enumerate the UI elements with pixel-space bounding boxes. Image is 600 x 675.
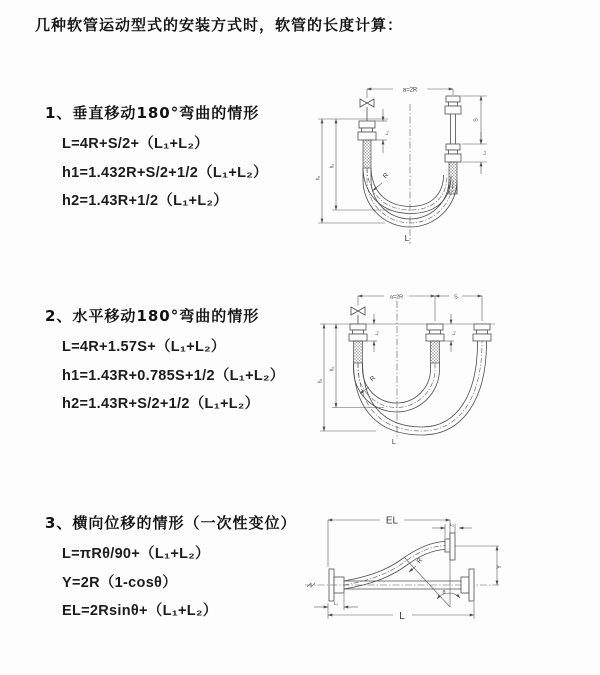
stroke-label: S [454,294,458,301]
diagram-lateral-displacement [300,495,600,655]
dim-fitting-left [375,109,389,153]
dim-fitting-middle [443,314,456,352]
formula-1-h2: h2=1.43R+1/2（L₁+L₂） [62,193,229,209]
formula-3-y: Y=2R（1-cosθ） [62,574,177,591]
dim-fitting-left [314,594,358,610]
formula-3-length: L=πRθ/90+（L₁+L₂） [62,546,210,562]
fitting-left-label: L₁ [374,330,379,336]
diagram-vertical-movement [310,76,600,266]
formula-2-length: L=4R+1.57S+（L₁+L₂） [62,339,226,355]
length-label: L [399,611,405,622]
fitting-right-label: L₂ [451,330,456,336]
right-pipe-fitting [473,324,491,341]
section-horizontal-movement [45,305,285,419]
formula-2-h1: h1=1.43R+0.785S+1/2（L₁+L₂） [62,367,285,384]
valve-icon [360,99,374,121]
span-label: a=2R [402,87,418,94]
span-label: a=2R [389,294,404,301]
dim-fitting-left [366,314,379,352]
height1-label: h₁ [317,378,324,384]
dim-effective-length [328,516,450,608]
fitting-right-label: L₂ [449,522,455,527]
middle-pipe-fitting [426,324,444,363]
fitting-left-label: L₁ [333,601,339,606]
section-2-heading: 2、水平移动180°弯曲的情形 [45,307,260,325]
length-label: L [404,233,410,243]
left-pipe-fitting [358,121,376,168]
fitting-right-label: L₂ [481,150,487,156]
section-3-heading: 3、横向位移的情形（一次性变位） [45,514,297,532]
section-lateral-displacement [45,512,296,626]
effective-length-label: EL [385,515,399,527]
height2-label: h₂ [329,163,336,169]
right-pipe [445,96,461,194]
height2-label: h₂ [329,366,336,372]
formula-2-h2: h2=1.43R+S/2+1/2（L₁+L₂） [62,396,260,412]
formula-3-el: EL=2Rsinθ+（L₁+L₂） [62,603,218,619]
radius-label: R [368,374,378,384]
dim-heights [316,119,391,223]
angle-label: θ [442,590,446,596]
right-flange-displaced [445,533,455,560]
fitting-left-label: L₁ [384,130,389,136]
braided-hose-section [431,341,440,363]
right-flange-original [461,569,474,601]
diagram-horizontal-movement [310,281,600,461]
braided-hose-section [354,341,363,363]
height1-label: h₁ [315,175,322,181]
length-label: L [391,437,397,446]
section-vertical-movement [45,102,268,216]
stroke-label: S [473,118,480,122]
angle-construction [404,557,460,607]
left-pipe-fitting [349,324,367,363]
radius-callout [360,375,377,394]
hose-u-bend [354,341,487,435]
radius-label: R [381,171,391,181]
valve-icon [351,307,365,324]
formula-1-h1: h1=1.432R+S/2+1/2（L₁+L₂） [62,164,268,181]
section-1-heading: 1、垂直移动180°弯曲的情形 [45,104,260,122]
dim-length [328,602,474,622]
dim-span-a2r [367,88,453,99]
dim-stroke-s [461,96,487,174]
s-curve-hose [344,542,445,590]
radius-label: R [415,556,425,566]
page-title: 几种软管运动型式的安装方式时，软管的长度计算： [35,16,404,34]
braided-hose-section [363,140,371,168]
radius-callout [409,557,424,572]
formula-1-length: L=4R+S/2+（L₁+L₂） [62,136,209,152]
offset-label: Y [497,564,503,570]
dim-span-a2r [358,295,482,322]
